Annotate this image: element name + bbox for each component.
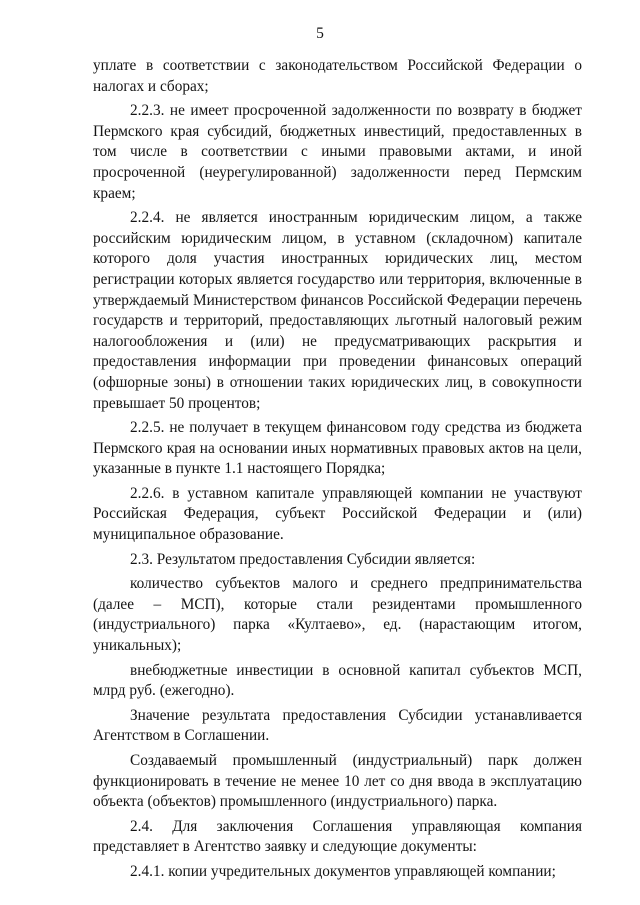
paragraph-result-smb-count: количество субъектов малого и среднего предпринимательства (далее – МСП), которые стали резидентами промышленного (индустриального) парка «Култаево», ед. (нарастающим итогом, уникальных); <box>93 575 582 655</box>
paragraph-result-investments: внебюджетные инвестиции в основной капитал субъектов МСП, млрд руб. (ежегодно). <box>93 661 582 700</box>
paragraph-park-operation: Создаваемый промышленный (индустриальный) парк должен функционировать в течение не менее 10 лет со дня ввода в эксплуатацию объекта (объектов) промышленного (индустриального) парка. <box>93 752 582 811</box>
document-body <box>93 56 582 883</box>
paragraph-2-4: 2.4. Для заключения Соглашения управляющая компания представляет в Агентство заявку и следующие документы: <box>93 817 582 856</box>
paragraph-2-2-6: 2.2.6. в уставном капитале управляющей компании не участвуют Российская Федерация, субъект Российской Федерации и (или) муниципальное образование. <box>93 484 582 544</box>
paragraph-2-2-4: 2.2.4. не является иностранным юридическим лицом, а также российским юридическим лицом, в уставном (складочном) капитале которого доля участия иностранных юридических лиц, местом регистрации которых является государство или территория, включенные в утверждаемый Министерством финансов Российской Федерации перечень государств и территорий, предоставляющих льготный налоговый режим налогообложения и (или) не предусматривающих раскрытия и предоставления информации при проведении финансовых операций (офшорные зоны) в отношении таких юридических лиц, в совокупности превышает 50 процентов; <box>93 209 582 412</box>
paragraph-tax-payment: уплате в соответствии с законодательством Российской Федерации о налогах и сборах; <box>93 57 582 95</box>
paragraph-2-3: 2.3. Результатом предоставления Субсидии является: <box>130 550 476 568</box>
paragraph-2-4-1: 2.4.1. копии учредительных документов управляющей компании; <box>130 862 556 880</box>
paragraph-result-value: Значение результата предоставления Субсидии устанавливается Агентством в Соглашении. <box>93 706 582 745</box>
paragraph-2-2-5: 2.2.5. не получает в текущем финансовом году средства из бюджета Пермского края на основании иных нормативных правовых актов на цели, указанные в пункте 1.1 настоящего Порядка; <box>93 419 582 478</box>
page-number: 5 <box>316 25 324 42</box>
paragraph-2-2-3: 2.2.3. не имеет просроченной задолженности по возврату в бюджет Пермского края субсидий, бюджетных инвестиций, предоставленных в том числе в соответствии с иными правовыми актами, и иной просроченной (неурегулированной) задолженности перед Пермским краем; <box>93 102 582 202</box>
